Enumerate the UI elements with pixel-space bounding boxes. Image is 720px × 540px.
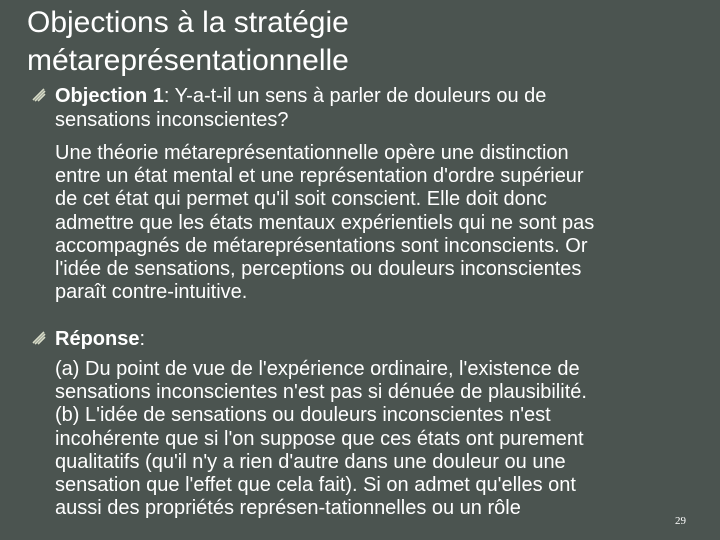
objection-heading: [55, 84, 546, 108]
body-line: incohérente que si l'on suppose que ces états ont purement: [55, 427, 584, 450]
body-line: aussi des propriétés représen-tationnelles ou un rôle: [55, 497, 521, 520]
objection-question: : Y-a-t-il un sens à parler de douleurs ou de: [163, 85, 547, 107]
body-line: Une théorie métareprésentationnelle opère une distinction: [55, 142, 569, 164]
body-line: sensation que l'effet que cela fait). Si on admet qu'elles ont: [55, 474, 576, 496]
body-line: de cet état qui permet qu'il soit conscient. Elle doit donc: [55, 188, 547, 211]
body-line: accompagnés de métareprésentations sont inconscients. Or: [55, 234, 588, 257]
title-line-2: métareprésentationnelle: [27, 44, 349, 77]
body-line: (b) L'idée de sensations ou douleurs inconscientes n'est: [55, 404, 551, 427]
body-line: entre un état mental et une représentation d'ordre supérieur: [55, 165, 584, 188]
body-line: l'idée de sensations, perceptions ou douleurs inconscientes: [55, 258, 582, 280]
bullet-icon: [32, 88, 46, 102]
response-heading: [55, 327, 145, 351]
bullet-icon: [32, 331, 46, 345]
objection-label: Objection 1: [55, 85, 164, 107]
body-line: admettre que les états mentaux expérientiels qui ne sont pas: [55, 211, 595, 234]
slide-number: 29: [675, 515, 686, 527]
response-suffix: :: [139, 328, 146, 350]
body-line: sensations inconscientes n'est pas si dénuée de plausibilité.: [55, 381, 587, 404]
body-line: paraît contre-intuitive.: [55, 281, 248, 304]
objection-question-line-2: sensations inconscientes?: [55, 109, 289, 131]
response-label: Réponse: [55, 328, 140, 350]
body-line: (a) Du point de vue de l'expérience ordinaire, l'existence de: [55, 358, 580, 380]
title-line-1: Objections à la stratégie: [27, 6, 349, 39]
body-line: qualitatifs (qu'il n'y a rien d'autre dans une douleur ou une: [55, 450, 566, 473]
